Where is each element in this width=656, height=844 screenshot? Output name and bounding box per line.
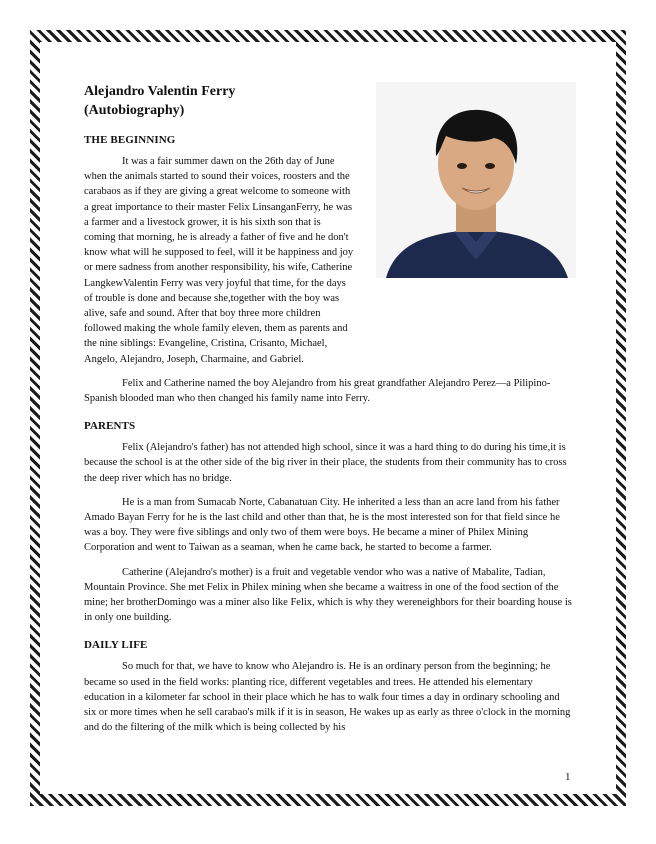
- section-heading-beginning: THE BEGINNING: [84, 134, 176, 146]
- paragraph: Catherine (Alejandro's mother) is a fruit and vegetable vendor who was a native of Mabalite, Tadian, Mountain Province. She met Felix in Philex mining when she became a waitress in one of the food section of the mine; her brotherDomingo was a miner also like Felix, which is why they wereneighbors for their boarding house is in only one building.: [84, 566, 572, 624]
- section-heading-parents: PARENTS: [84, 420, 136, 433]
- document-body: [84, 82, 574, 745]
- paragraph: So much for that, we have to know who Alejandro is. He is an ordinary person from the beginning; he became so used in the field works: planting rice, different vegetables and trees. He attended his elementary education in a kilometer far school in their place which he has to walk four times a day in ordinary schooling and six or more times when he sell carabao's milk if it is in season, He wakes up as early as three o'clock in the morning and do the filtering of the milk which is being collected by his: [84, 661, 571, 734]
- document-subtitle: (Autobiography): [84, 103, 185, 118]
- paragraph: Felix (Alejandro's father) has not attended high school, since it was a hard thing to do during his time,it is because the school is at the other side of the big river in their place, the students from their community has to cross the deep river which has no bridge.: [84, 442, 567, 484]
- document-title: Alejandro Valentin Ferry: [84, 84, 236, 99]
- page-number: 1: [565, 771, 571, 783]
- section-heading-daily-life: DAILY LIFE: [84, 639, 148, 652]
- paragraph: Felix and Catherine named the boy Alejandro from his great grandfather Alejandro Perez—a Pilipino-Spanish blooded man who then changed his family name into Ferry.: [84, 377, 551, 405]
- paragraph: He is a man from Sumacab Norte, Cabanatuan City. He inherited a less than an acre land from his father Amado Bayan Ferry for he is the last child and other than that, he is the most interested son for that field since he was a boy. They were five siblings and only two of them were boys. He became a miner of Philex Mining Corporation and went to Taiwan as a seaman, when he came back, he started to become a farmer.: [84, 496, 560, 554]
- paragraph: It was a fair summer dawn on the 26th day of June when the animals started to sound their voices, roosters and the carabaos as if they are giving a great welcome to someone with a great importance to their master Felix LinsanganFerry, he was a farmer and a livestock grower, it is his sixth son that is coming that morning, he is already a father of five and he don't know what will he supposed to feel, will it be happiness and joy or mere sadness from another responsibility, his wife, Catherine LangkewValentin Ferry was very joyful that time, for the days of trouble is done and because she,together with the boy was alive, safe and sound. After that boy three more children followed making the whole family eleven, them as parents and the nine siblings: Evangeline, Cristina, Crisanto, Michael, Angelo, Alejandro, Joseph, Charmaine, and Gabriel.: [84, 156, 354, 365]
